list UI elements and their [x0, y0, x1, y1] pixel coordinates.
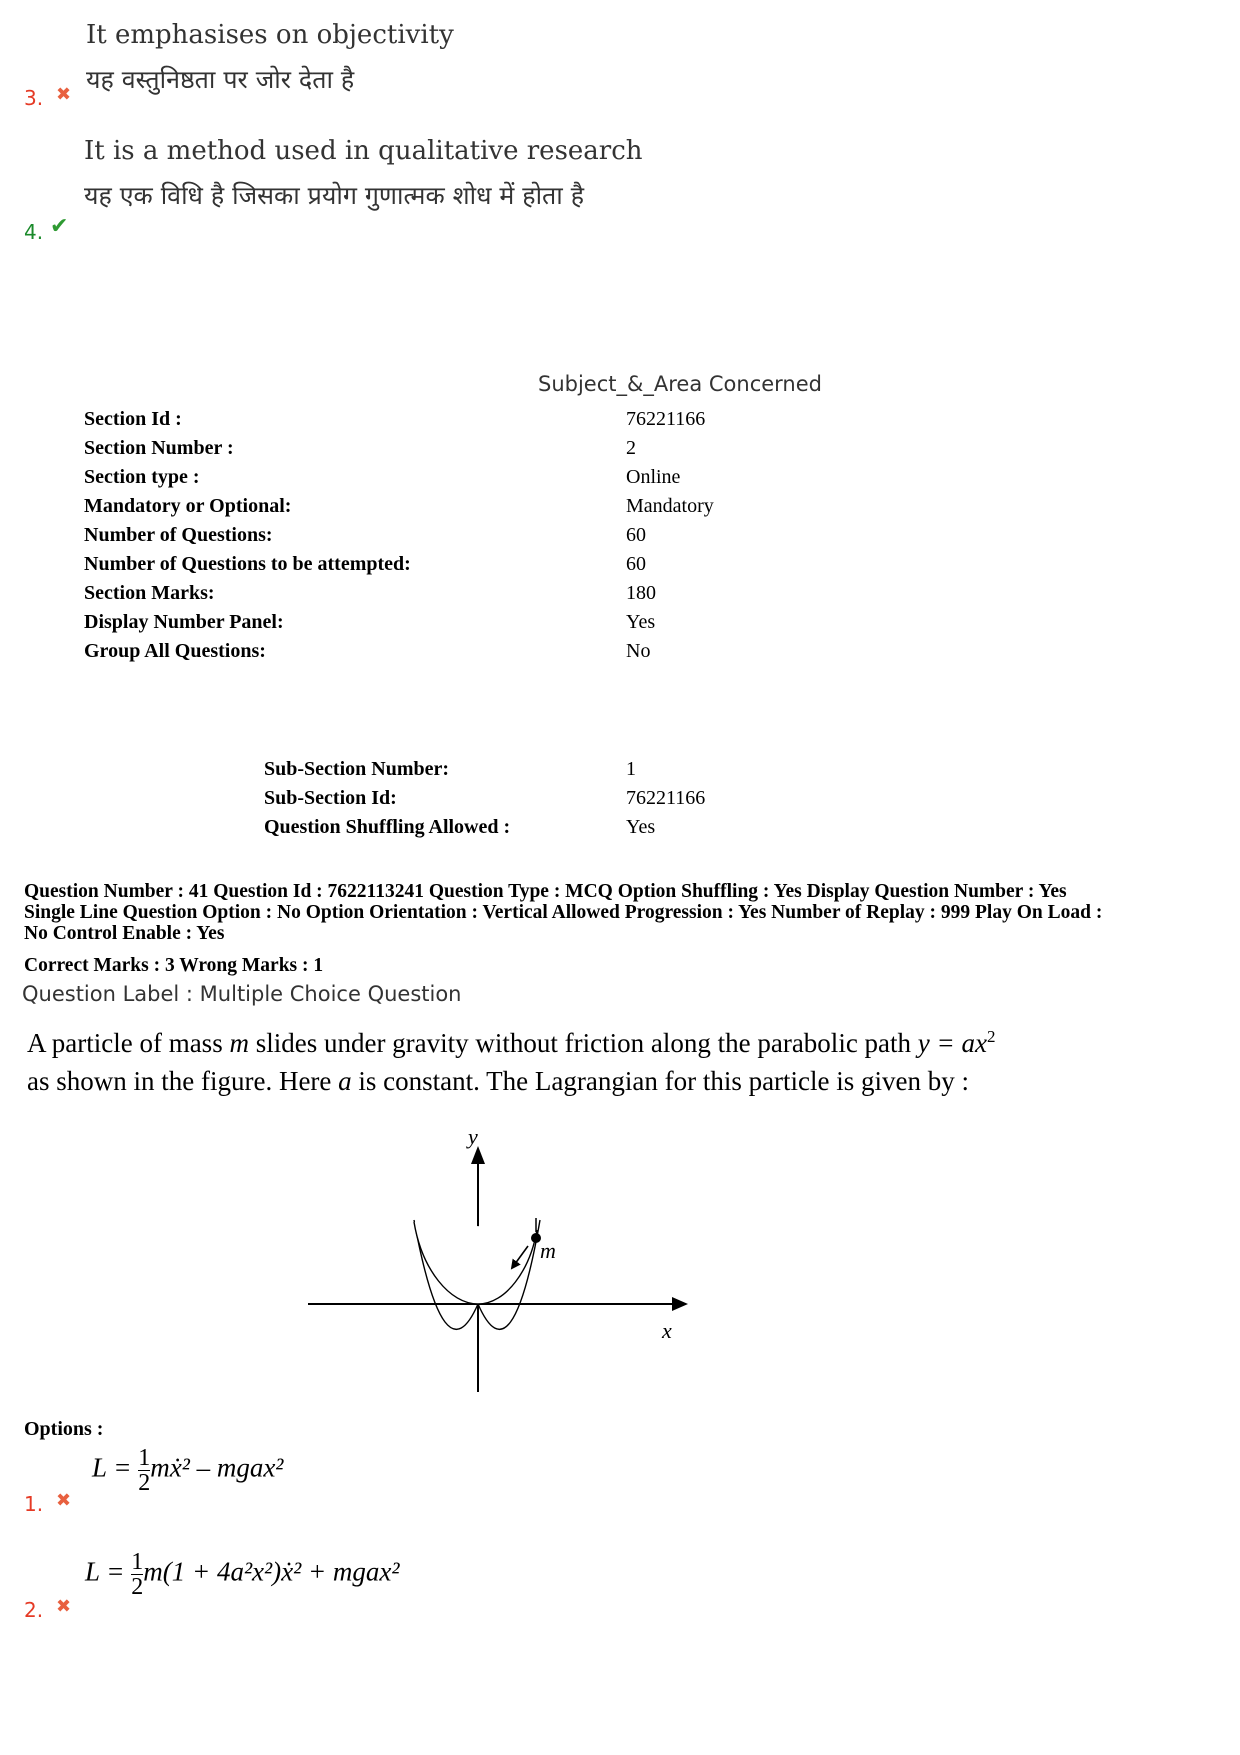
option-1-formula: $L = \frac{1}{2}$ mẋ² – mgax² [92, 1445, 284, 1496]
option-1-number: 1. [24, 1492, 44, 1516]
section-row-label: Mandatory or Optional: [84, 495, 292, 517]
section-row-label: Section Number : [84, 437, 234, 459]
subsection-row [264, 816, 964, 845]
y-axis-label: y [468, 1124, 478, 1149]
section-row-value: Mandatory [626, 495, 714, 517]
section-row-label: Section Marks: [84, 582, 215, 604]
section-row-label: Number of Questions to be attempted: [84, 553, 411, 575]
section-row [84, 495, 984, 524]
question-meta-line: Question Number : 41 Question Id : 7622113241 Question Type : MCQ Option Shuffling : Yes Display Question Number : Yes [24, 881, 1067, 902]
section-row-value: 180 [626, 582, 656, 604]
option-2-number: 2. [24, 1598, 44, 1622]
section-row [84, 611, 984, 640]
wrong-cross-icon: ✖ [56, 84, 72, 105]
question-text-line-2: as shown in the figure. Here a is constant. The Lagrangian for this particle is given by : [27, 1066, 970, 1096]
question-text-line-1: A particle of mass m slides under gravity without friction along the parabolic path $y = ax^2$ [27, 1027, 996, 1058]
subsection-row-label: Sub-Section Number: [264, 758, 450, 780]
section-title: Subject_&_Area Concerned [538, 372, 822, 396]
fraction-half: $\frac{1}{2}$ [138, 1445, 151, 1496]
section-row-value: 2 [626, 437, 636, 459]
option-3-hindi: यह वस्तुनिष्ठता पर जोर देता है [86, 65, 355, 94]
section-row-label: Number of Questions: [84, 524, 273, 546]
section-row [84, 437, 984, 466]
section-row-label: Section Id : [84, 408, 182, 430]
question-meta-line: No Control Enable : Yes [24, 923, 225, 944]
section-row-value: No [626, 640, 651, 662]
wrong-cross-icon: ✖ [56, 1596, 72, 1617]
question-text [27, 1018, 1207, 1100]
options-heading: Options : [24, 1418, 104, 1440]
subsection-row [264, 758, 964, 787]
subsection-row-label: Sub-Section Id: [264, 787, 397, 809]
option-4-hindi: यह एक विधि है जिसका प्रयोग गुणात्मक शोध में होता है [84, 181, 584, 210]
option-2-formula: $L = \frac{1}{2}$ m(1 + 4a²x²)ẋ² + mgax² [85, 1549, 400, 1600]
section-row-value: 76221166 [626, 408, 706, 430]
fraction-half: $\frac{1}{2}$ [131, 1549, 144, 1600]
option-3-number: 3. [24, 86, 44, 110]
section-details [84, 408, 984, 669]
section-row [84, 524, 984, 553]
option-4-number: 4. [24, 220, 44, 244]
x-axis-label: x [662, 1318, 672, 1343]
section-row-value: Yes [626, 611, 656, 633]
option-3-english: It emphasises on objectivity [86, 20, 454, 50]
section-row-label: Section type : [84, 466, 200, 488]
subsection-row-label: Question Shuffling Allowed : [264, 816, 511, 838]
section-row-value: Online [626, 466, 681, 488]
x-axis-arrow [672, 1297, 688, 1311]
subsection-row-value: Yes [626, 816, 656, 838]
section-row-label: Group All Questions: [84, 640, 266, 662]
mass-label: m [540, 1238, 556, 1263]
wrong-cross-icon: ✖ [56, 1490, 72, 1511]
section-row-value: 60 [626, 524, 646, 546]
question-label: Question Label : Multiple Choice Question [22, 982, 462, 1006]
section-row [84, 553, 984, 582]
subsection-row-value: 1 [626, 758, 636, 780]
question-marks: Correct Marks : 3 Wrong Marks : 1 [24, 955, 324, 976]
section-row-value: 60 [626, 553, 646, 575]
parabola-figure [300, 1120, 690, 1400]
subsection-row [264, 787, 964, 816]
section-row [84, 466, 984, 495]
question-meta-line: Single Line Question Option : No Option Orientation : Vertical Allowed Progression : Yes Number of Replay : 999 Play On Load : [24, 902, 1103, 923]
section-row-label: Display Number Panel: [84, 611, 284, 633]
subsection-row-value: 76221166 [626, 787, 706, 809]
section-row [84, 408, 984, 437]
section-row [84, 582, 984, 611]
option-4-english: It is a method used in qualitative research [84, 136, 643, 166]
subsection-details [264, 758, 964, 845]
question-meta [24, 881, 1224, 944]
correct-check-icon: ✔ [50, 214, 69, 239]
section-row [84, 640, 984, 669]
